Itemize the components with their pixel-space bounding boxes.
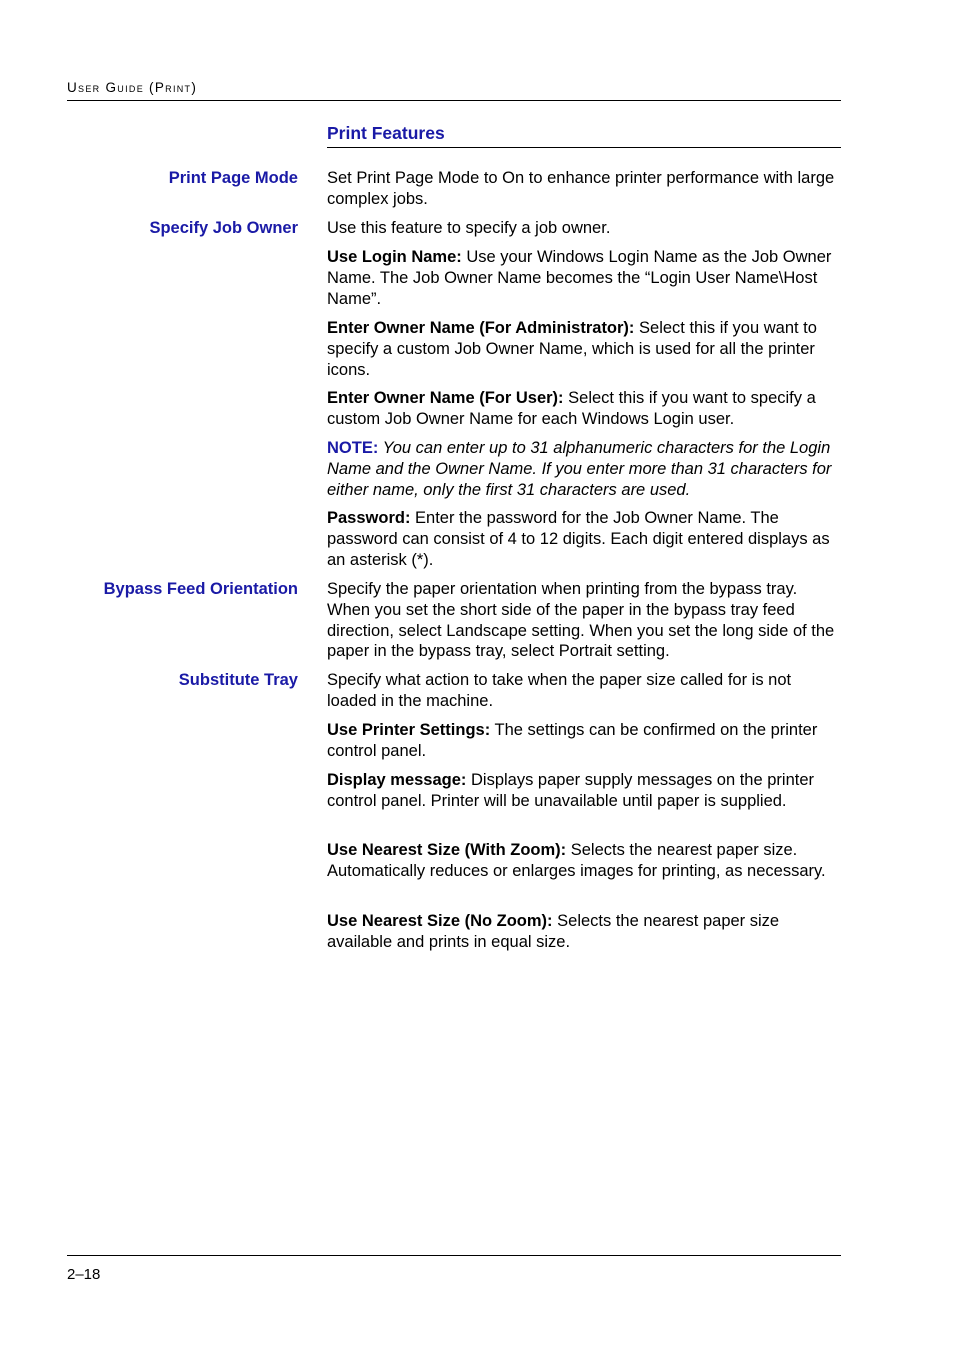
nearest-size-nozoom-label: Use Nearest Size (No Zoom): <box>327 912 553 930</box>
nearest-size-nozoom-text: Selects the nearest paper size available and prints in equal size. <box>327 912 780 951</box>
use-login-name-label: Use Login Name: <box>327 248 462 266</box>
owner-name-user-label: Enter Owner Name (For User): <box>327 389 564 407</box>
section-title: Print Features <box>327 123 445 143</box>
display-message-label: Display message: <box>327 771 467 789</box>
note-label: NOTE: <box>327 439 379 457</box>
use-login-name-text: Use your Windows Login Name as the Job Owner Name. The Job Owner Name becomes the “Login User Name\Host Name”. <box>327 248 832 308</box>
password-paragraph <box>327 508 843 570</box>
term-specify-job-owner: Specify Job Owner <box>149 219 298 237</box>
owner-name-user-text: Select this if you want to specify a custom Job Owner Name for each Windows Login user. <box>327 389 816 428</box>
password-label: Password: <box>327 509 411 527</box>
footer-divider <box>67 1255 841 1256</box>
header-divider <box>67 100 841 101</box>
nearest-size-zoom-text: Selects the nearest paper size. Automatically reduces or enlarges images for printing, as necessary. <box>327 841 826 880</box>
display-message-paragraph <box>327 770 843 812</box>
term-print-page-mode: Print Page Mode <box>168 169 298 187</box>
owner-name-admin-text: Select this if you want to specify a custom Job Owner Name, which is used for all the printer icons. <box>327 319 817 379</box>
note-text: You can enter up to 31 alphanumeric characters for the Login Name and the Owner Name. If you enter more than 31 characters for either name, only the first 31 characters are used. <box>327 439 832 499</box>
page-number: 2–18 <box>67 1266 101 1283</box>
use-printer-settings-paragraph <box>327 720 843 762</box>
running-header: User Guide (Print) <box>67 80 198 95</box>
print-page-mode-description: Set Print Page Mode to On to enhance printer performance with large complex jobs. <box>327 169 835 208</box>
owner-name-admin-label: Enter Owner Name (For Administrator): <box>327 319 635 337</box>
use-printer-settings-text: The settings can be confirmed on the printer control panel. <box>327 721 818 760</box>
nearest-size-zoom-paragraph <box>327 840 843 882</box>
use-login-name-paragraph <box>327 247 843 309</box>
term-bypass-feed-orientation: Bypass Feed Orientation <box>103 580 298 598</box>
specify-job-owner-description: Use this feature to specify a job owner. <box>327 219 611 237</box>
term-substitute-tray: Substitute Tray <box>178 671 298 689</box>
section-divider <box>327 147 841 148</box>
note-paragraph <box>327 438 843 500</box>
substitute-tray-description: Specify what action to take when the paper size called for is not loaded in the machine. <box>327 671 792 710</box>
nearest-size-nozoom-paragraph <box>327 911 843 953</box>
owner-name-admin-paragraph <box>327 318 843 380</box>
password-text: Enter the password for the Job Owner Name. The password can consist of 4 to 12 digits. Each digit entered displays as an asterisk (*). <box>327 509 830 569</box>
display-message-text: Displays paper supply messages on the printer control panel. Printer will be unavailable until paper is supplied. <box>327 771 815 810</box>
nearest-size-zoom-label: Use Nearest Size (With Zoom): <box>327 841 567 859</box>
bypass-feed-orientation-description: Specify the paper orientation when printing from the bypass tray. When you set the short side of the paper in the bypass tray feed direction, select Landscape setting. When you set the long side of the paper in the bypass tray, select Portrait setting. <box>327 580 835 661</box>
use-printer-settings-label: Use Printer Settings: <box>327 721 491 739</box>
owner-name-user-paragraph <box>327 388 843 430</box>
